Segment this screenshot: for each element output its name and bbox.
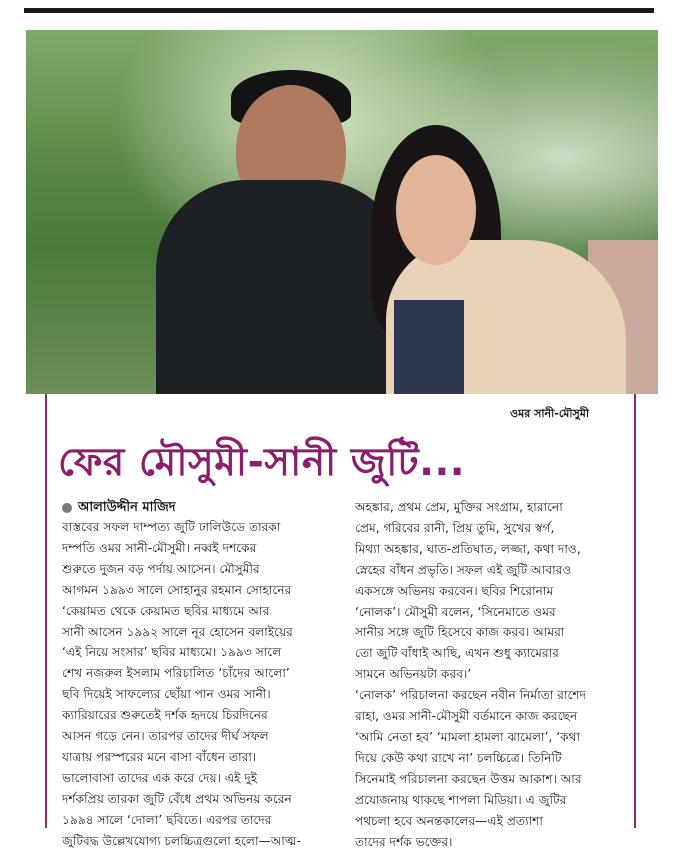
body-line: রাহা, ওমর সানী-মৌসুমী বর্তমানে কাজ করছেন (355, 706, 629, 727)
body-line: মিথ্যা অহঙ্কার, ঘাত-প্রতিঘাত, লজ্জা, কথা দাও, (355, 539, 629, 560)
body-line: আসন গড়ে নেন। তারপর তাদের দীর্ঘ সফল (62, 726, 344, 747)
body-line: স্নেহের বাঁধন প্রভৃতি। সফল এই জুটি আবারও (355, 560, 629, 581)
top-rule (24, 8, 654, 13)
body-line: সামনে অভিনয়টা করব।’ (355, 664, 629, 685)
photo-caption: ওমর সানী-মৌসুমী (510, 405, 589, 424)
man-figure (156, 180, 406, 394)
body-line: তো জুটি বাঁধাই আছি, এখন শুধু ক্যামেরার (355, 643, 629, 664)
woman-face (396, 155, 476, 265)
body-line: ১৯৯৪ সালে ‘দোলা’ ছবিতে। এরপর তাদের (62, 810, 344, 831)
body-line: ক্যারিয়ারের শুরুতেই দর্শক হৃদয়ে চিরদিনের (62, 705, 344, 726)
body-line: জুটিবদ্ধ উল্লেখযোগ্য চলচ্চিত্রগুলো হলো—আত্ম- (62, 831, 344, 852)
body-line: ‘নোলক’। মৌসুমী বলেন, ‘সিনেমাতে ওমর (355, 602, 629, 623)
body-line: সানী আসেন ১৯৯২ সালে নূর হোসেন বলাইয়ের (62, 622, 344, 643)
body-line: দম্পতি ওমর সানী-মৌসুমী। নব্বই দশকের (62, 538, 344, 559)
woman-dress (394, 300, 464, 394)
frame-left-border (45, 394, 47, 828)
article-photo (26, 30, 658, 394)
body-line: একসঙ্গে অভিনয় করবেন। ছবির শিরোনাম (355, 581, 629, 602)
body-line: ‘আমি নেতা হব’ ‘মামলা হামলা ঝামেলা’, ‘কথা (355, 727, 629, 748)
body-line: ‘নোলক’ পরিচালনা করছেন নবীন নির্মাতা রাশেদ (355, 685, 629, 706)
body-line: পথচলা হবে অনন্তকালের—এই প্রত্যাশা (355, 811, 629, 832)
body-line: ভালোবাসা তাদের এক করে দেয়। এই দুই (62, 768, 344, 789)
body-line: শেখ নজরুল ইসলাম পরিচালিত ‘চাঁদের আলো’ (62, 663, 344, 684)
body-line: প্রযোজনায় থাকছে শাপলা মিডিয়া। এ জুটির (355, 790, 629, 811)
body-line: শুরুতে দুজন বড় পর্দায় আসেন। মৌসুমীর (62, 559, 344, 580)
body-line: ছবি দিয়েই সাফল্যের ছোঁয়া পান ওমর সানী। (62, 684, 344, 705)
byline (62, 498, 176, 519)
body-line: অহঙ্কার, প্রথম প্রেম, মুক্তির সংগ্রাম, হারানো (355, 497, 629, 518)
body-line: তাদের দর্শক ভক্তের। (355, 832, 629, 852)
body-line: আগমন ১৯৯৩ সালে সোহানুর রহমান সোহানের (62, 580, 344, 601)
body-line: দিয়ে কেউ কথা রাখে না’ চলচ্চিত্রে। তিনিটি (355, 748, 629, 769)
body-line: বাস্তবের সফল দাম্পত্য জুটি ঢালিউডে তারকা (62, 517, 344, 538)
body-line: ‘এই নিয়ে সংসার’ ছবির মাধ্যমে। ১৯৯৩ সালে (62, 642, 344, 663)
article-column-1 (62, 517, 344, 852)
body-line: সানীর সঙ্গে জুটি হিসেবে কাজ করব। আমরা (355, 622, 629, 643)
body-line: ‘কেয়ামত থেকে কেয়ামত ছবির মাধ্যমে আর (62, 601, 344, 622)
frame-right-border (634, 394, 636, 828)
bullet-icon (62, 503, 72, 513)
author-name: আলাউদ্দীন মাজিদ (78, 500, 176, 515)
body-line: যাত্রায় পরস্পরের মনে বাসা বাঁধেন তারা। (62, 747, 344, 768)
body-line: সিনেমাই পরিচালনা করছেন উত্তম আকাশ। আর (355, 769, 629, 790)
body-line: দর্শকপ্রিয় তারকা জুটি বেঁধে প্রথম অভিনয় করেন (62, 789, 344, 810)
body-line: প্রেম, গরিবের রানী, প্রিয় তুমি, সুখের স্বর্গ, (355, 518, 629, 539)
article-column-2 (355, 497, 629, 852)
article-headline: ফের মৌসুমী-সানী জুটি... (58, 432, 465, 497)
